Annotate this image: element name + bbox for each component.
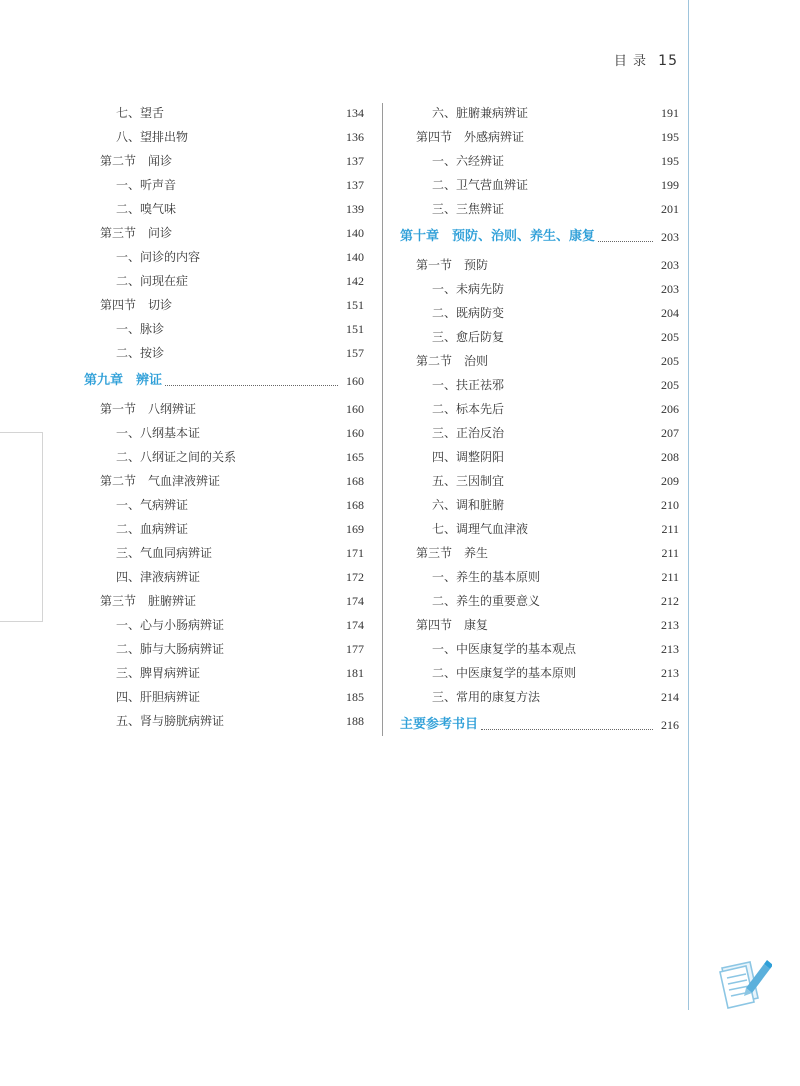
toc-item[interactable] xyxy=(400,493,679,517)
toc-item[interactable] xyxy=(84,637,364,661)
toc-item[interactable] xyxy=(84,661,364,685)
toc-page-number: 206 xyxy=(661,402,679,416)
toc-page-number: 201 xyxy=(661,202,679,216)
toc-page-number: 140 xyxy=(346,226,364,240)
toc-entry-text: 一、中医康复学的基本观点 xyxy=(432,642,577,656)
toc-entry-text: 一、脉诊 xyxy=(116,322,165,336)
toc-page-number: 160 xyxy=(346,426,364,440)
toc-page-number: 174 xyxy=(346,594,364,608)
toc-section[interactable] xyxy=(400,125,679,149)
toc-page-number: 134 xyxy=(346,106,364,120)
toc-item[interactable] xyxy=(84,517,364,541)
toc-page-number: 203 xyxy=(661,282,679,296)
dot-leader xyxy=(481,729,653,730)
toc-item[interactable] xyxy=(84,565,364,589)
toc-entry-text: 四、调整阴阳 xyxy=(432,450,505,464)
toc-entry-text: 一、养生的基本原则 xyxy=(432,570,541,584)
toc-section[interactable] xyxy=(400,541,679,565)
toc-item[interactable] xyxy=(400,421,679,445)
toc-section[interactable] xyxy=(84,397,364,421)
toc-item[interactable] xyxy=(84,709,364,733)
toc-entry-text: 一、听声音 xyxy=(116,178,177,192)
toc-item[interactable] xyxy=(84,197,364,221)
toc-entry-text: 二、养生的重要意义 xyxy=(432,594,541,608)
toc-item[interactable] xyxy=(400,589,679,613)
toc-item[interactable] xyxy=(84,685,364,709)
toc-page-number: 168 xyxy=(346,498,364,512)
toc-page-number: 208 xyxy=(661,450,679,464)
toc-entry-text: 四、津液病辨证 xyxy=(116,570,201,584)
toc-page-number: 205 xyxy=(661,354,679,368)
toc-item[interactable] xyxy=(400,149,679,173)
toc-page-number: 207 xyxy=(661,426,679,440)
toc-section[interactable] xyxy=(84,149,364,173)
page-number: 15 xyxy=(658,53,678,69)
dot-leader xyxy=(598,241,653,242)
toc-item[interactable] xyxy=(400,517,679,541)
toc-entry-text: 第二节 治则 xyxy=(416,354,489,368)
left-edge-tab xyxy=(0,432,43,622)
toc-page-number: 199 xyxy=(661,178,679,192)
toc-page-number: 169 xyxy=(346,522,364,536)
toc-item[interactable] xyxy=(84,541,364,565)
toc-entry-text: 一、扶正祛邪 xyxy=(432,378,505,392)
toc-entry-text: 二、问现在症 xyxy=(116,274,189,288)
toc-page-number: 177 xyxy=(346,642,364,656)
toc-entry-text: 第二节 气血津液辨证 xyxy=(100,474,221,488)
toc-entry-text: 一、未病先防 xyxy=(432,282,505,296)
toc-entry-text: 二、肺与大肠病辨证 xyxy=(116,642,225,656)
toc-page-number: 168 xyxy=(346,474,364,488)
toc-page-number: 211 xyxy=(661,522,679,536)
toc-entry-text: 六、脏腑兼病辨证 xyxy=(432,106,529,120)
toc-page-number: 139 xyxy=(346,202,364,216)
toc-entry-text: 五、肾与膀胱病辨证 xyxy=(116,714,225,728)
toc-page-number: 195 xyxy=(661,154,679,168)
dot-leader xyxy=(165,385,338,386)
toc-chapter[interactable] xyxy=(400,709,679,741)
toc-entry-text: 三、常用的康复方法 xyxy=(432,690,541,704)
toc-entry-text: 二、既病防变 xyxy=(432,306,505,320)
toc-page-number: 211 xyxy=(661,570,679,584)
toc-entry-text: 二、标本先后 xyxy=(432,402,505,416)
toc-entry-text: 三、愈后防复 xyxy=(432,330,505,344)
toc-entry-text: 一、六经辨证 xyxy=(432,154,505,168)
header-title: 目 录 xyxy=(613,54,648,69)
toc-item[interactable] xyxy=(400,373,679,397)
toc-entry-text: 第一节 预防 xyxy=(416,258,489,272)
toc-page-number: 137 xyxy=(346,178,364,192)
toc-entry-text: 五、三因制宜 xyxy=(432,474,505,488)
toc-entry-text: 一、问诊的内容 xyxy=(116,250,201,264)
notebook-pencil-icon xyxy=(716,954,772,1010)
toc-item[interactable] xyxy=(400,661,679,685)
toc-page-number: 210 xyxy=(661,498,679,512)
toc-entry-text: 三、气血同病辨证 xyxy=(116,546,213,560)
toc-entry-text: 七、调理气血津液 xyxy=(432,522,529,536)
toc-page-number: 185 xyxy=(346,690,364,704)
toc-item[interactable] xyxy=(400,469,679,493)
toc-page-number: 142 xyxy=(346,274,364,288)
toc-entry-text: 一、八纲基本证 xyxy=(116,426,201,440)
toc-entry-text: 第九章 辨证 xyxy=(84,373,163,388)
toc-entry-text: 二、八纲证之间的关系 xyxy=(116,450,237,464)
toc-entry-text: 二、按诊 xyxy=(116,346,165,360)
toc-item[interactable] xyxy=(84,445,364,469)
toc-page-number: 203 xyxy=(661,258,679,272)
toc-section[interactable] xyxy=(400,349,679,373)
toc-entry-text: 二、血病辨证 xyxy=(116,522,189,536)
toc-entry-text: 六、调和脏腑 xyxy=(432,498,505,512)
toc-entry-text: 八、望排出物 xyxy=(116,130,189,144)
toc-entry-text: 二、卫气营血辨证 xyxy=(432,178,529,192)
toc-entry-text: 三、三焦辨证 xyxy=(432,202,505,216)
toc-item[interactable] xyxy=(400,397,679,421)
toc-item[interactable] xyxy=(400,173,679,197)
toc-entry-text: 三、脾胃病辨证 xyxy=(116,666,201,680)
toc-item[interactable] xyxy=(84,317,364,341)
toc-entry-text: 第三节 问诊 xyxy=(100,226,173,240)
toc-page-number: 214 xyxy=(661,690,679,704)
toc-item[interactable] xyxy=(400,685,679,709)
toc-chapter[interactable] xyxy=(400,221,679,253)
toc-item[interactable] xyxy=(400,301,679,325)
toc-item[interactable] xyxy=(400,101,679,125)
toc-entry-text: 七、望舌 xyxy=(116,106,165,120)
toc-item[interactable] xyxy=(84,173,364,197)
toc-section[interactable] xyxy=(84,293,364,317)
toc-entry-text: 二、中医康复学的基本原则 xyxy=(432,666,577,680)
toc-item[interactable] xyxy=(84,493,364,517)
toc-page-number: 181 xyxy=(346,666,364,680)
toc-page-number: 195 xyxy=(661,130,679,144)
toc-item[interactable] xyxy=(84,613,364,637)
toc-page-number: 204 xyxy=(661,306,679,320)
toc-page-number: 165 xyxy=(346,450,364,464)
toc-page-number: 137 xyxy=(346,154,364,168)
toc-entry-text: 第二节 闻诊 xyxy=(100,154,173,168)
toc-page-number: 136 xyxy=(346,130,364,144)
toc-item[interactable] xyxy=(400,277,679,301)
right-margin-rule xyxy=(688,0,689,1010)
toc-entry-text: 第四节 外感病辨证 xyxy=(416,130,525,144)
toc-page-number: 213 xyxy=(661,666,679,680)
toc-item[interactable] xyxy=(84,341,364,365)
toc-item[interactable] xyxy=(84,269,364,293)
toc-page-number: 151 xyxy=(346,298,364,312)
toc-right-column xyxy=(400,101,679,741)
toc-item[interactable] xyxy=(84,245,364,269)
toc-entry-text: 二、嗅气味 xyxy=(116,202,177,216)
toc-entry-text: 第十章 预防、治则、养生、康复 xyxy=(400,229,596,244)
toc-section[interactable] xyxy=(400,613,679,637)
toc-page-number: 213 xyxy=(661,642,679,656)
toc-page-number: 216 xyxy=(661,718,679,732)
toc-item[interactable] xyxy=(400,565,679,589)
toc-page-number: 205 xyxy=(661,330,679,344)
toc-entry-text: 第三节 养生 xyxy=(416,546,489,560)
toc-chapter[interactable] xyxy=(84,365,364,397)
toc-section[interactable] xyxy=(400,253,679,277)
toc-item[interactable] xyxy=(400,637,679,661)
toc-page-number: 157 xyxy=(346,346,364,360)
toc-entry-text: 三、正治反治 xyxy=(432,426,505,440)
toc-section[interactable] xyxy=(84,589,364,613)
toc-page-number: 191 xyxy=(661,106,679,120)
toc-section[interactable] xyxy=(84,469,364,493)
toc-entry-text: 主要参考书目 xyxy=(400,717,479,732)
toc-page-number: 203 xyxy=(661,230,679,244)
toc-entry-text: 一、心与小肠病辨证 xyxy=(116,618,225,632)
toc-page-number: 171 xyxy=(346,546,364,560)
toc-page-number: 188 xyxy=(346,714,364,728)
toc-page-number: 172 xyxy=(346,570,364,584)
toc-item[interactable] xyxy=(84,101,364,125)
toc-entry-text: 四、肝胆病辨证 xyxy=(116,690,201,704)
toc-left-column xyxy=(84,101,364,733)
toc-section[interactable] xyxy=(84,221,364,245)
toc-page-number: 212 xyxy=(661,594,679,608)
toc-item[interactable] xyxy=(400,445,679,469)
toc-item[interactable] xyxy=(400,197,679,221)
toc-entry-text: 第四节 康复 xyxy=(416,618,489,632)
toc-page-number: 160 xyxy=(346,402,364,416)
toc-item[interactable] xyxy=(400,325,679,349)
toc-page-number: 160 xyxy=(346,374,364,388)
toc-entry-text: 第一节 八纲辨证 xyxy=(100,402,197,416)
column-divider xyxy=(382,103,383,736)
toc-page-number: 151 xyxy=(346,322,364,336)
toc-page-number: 209 xyxy=(661,474,679,488)
toc-page-number: 140 xyxy=(346,250,364,264)
toc-item[interactable] xyxy=(84,125,364,149)
toc-page-number: 174 xyxy=(346,618,364,632)
page-header xyxy=(614,50,678,69)
toc-page-number: 211 xyxy=(661,546,679,560)
toc-item[interactable] xyxy=(84,421,364,445)
toc-entry-text: 一、气病辨证 xyxy=(116,498,189,512)
toc-entry-text: 第四节 切诊 xyxy=(100,298,173,312)
toc-page-number: 205 xyxy=(661,378,679,392)
toc-page-number: 213 xyxy=(661,618,679,632)
toc-entry-text: 第三节 脏腑辨证 xyxy=(100,594,197,608)
